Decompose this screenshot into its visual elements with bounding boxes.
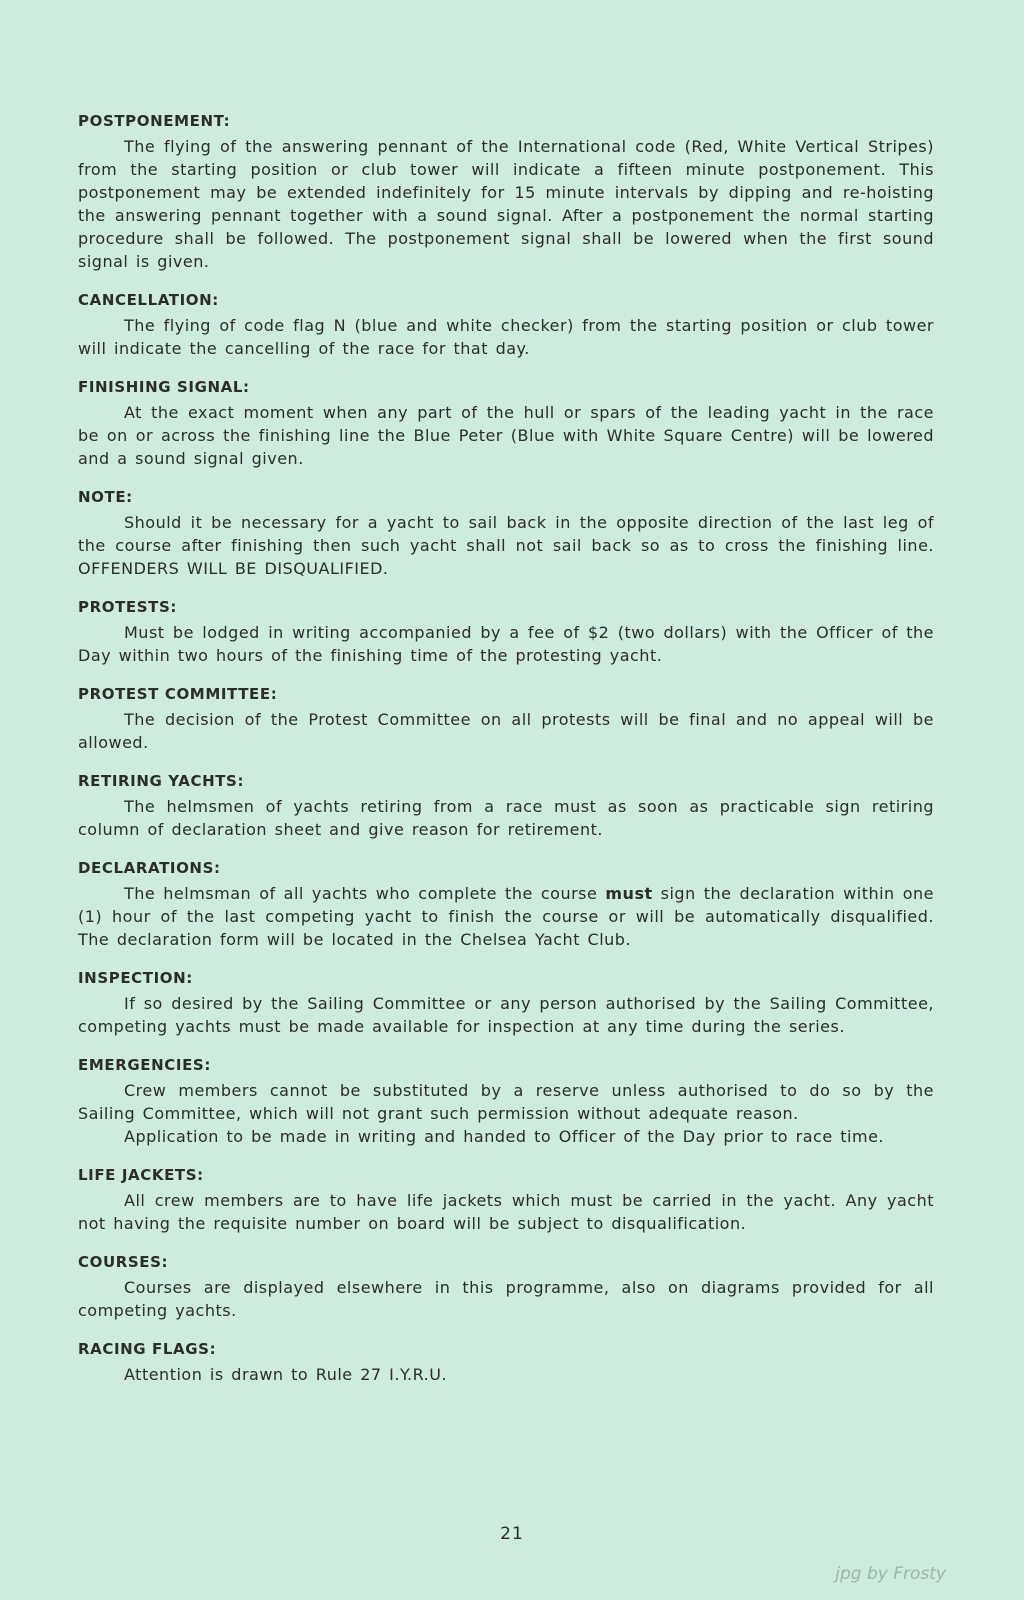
section-paragraph: If so desired by the Sailing Committee or any person authorised by the Sailing Committee, competing yachts must be made available for inspection at any time during the series. (78, 994, 934, 1036)
section-heading: INSPECTION: (78, 969, 193, 987)
section-heading: PROTESTS: (78, 598, 178, 616)
section-cancellation (78, 291, 934, 360)
section-finishing-signal (78, 378, 934, 470)
section-heading: COURSES: (78, 1253, 169, 1271)
section-paragraph: Application to be made in writing and handed to Officer of the Day prior to race time. (124, 1127, 885, 1146)
section-life-jackets (78, 1166, 934, 1235)
section-paragraph: The flying of code flag N (blue and white checker) from the starting position or club tower will indicate the cancelling of the race for that day. (78, 316, 934, 358)
section-heading: RACING FLAGS: (78, 1340, 217, 1358)
section-heading: CANCELLATION: (78, 291, 219, 309)
section-retiring-yachts (78, 772, 934, 841)
watermark: jpg by Frosty (835, 1564, 946, 1584)
section-heading: DECLARATIONS: (78, 859, 221, 877)
section-declarations (78, 859, 934, 951)
section-heading: PROTEST COMMITTEE: (78, 685, 278, 703)
section-heading: POSTPONEMENT: (78, 112, 231, 130)
section-paragraph: Courses are displayed elsewhere in this programme, also on diagrams provided for all competing yachts. (78, 1278, 934, 1320)
section-heading: LIFE JACKETS: (78, 1166, 204, 1184)
document-body (78, 112, 934, 1404)
section-protest-committee (78, 685, 934, 754)
section-note (78, 488, 934, 580)
section-paragraph: Must be lodged in writing accompanied by a fee of $2 (two dollars) with the Officer of the Day within two hours of the finishing time of the protesting yacht. (78, 623, 934, 665)
section-paragraph: The helmsmen of yachts retiring from a race must as soon as practicable sign retiring column of declaration sheet and give reason for retirement. (78, 797, 934, 839)
section-paragraph: The helmsman of all yachts who complete the course must sign the declaration within one (1) hour of the last competing yacht to finish the course or will be automatically disqualified. The declaration form will be located in the Chelsea Yacht Club. (78, 884, 934, 949)
section-inspection (78, 969, 934, 1038)
page-number: 21 (500, 1524, 524, 1544)
section-postponement (78, 112, 934, 273)
section-protests (78, 598, 934, 667)
section-emergencies (78, 1056, 934, 1148)
section-racing-flags (78, 1340, 934, 1386)
section-paragraph: The decision of the Protest Committee on all protests will be final and no appeal will be allowed. (78, 710, 934, 752)
section-paragraph: At the exact moment when any part of the hull or spars of the leading yacht in the race be on or across the finishing line the Blue Peter (Blue with White Square Centre) will be lowered and a sound signal given. (78, 403, 934, 468)
section-paragraph: The flying of the answering pennant of the International code (Red, White Vertical Stripes) from the starting position or club tower will indicate a fifteen minute postponement. This postponement may be extended indefinitely for 15 minute intervals by dipping and re-hoisting the answering pennant together with a sound signal. After a postponement the normal starting procedure shall be followed. The postponement signal shall be lowered when the first sound signal is given. (78, 137, 934, 271)
section-heading: EMERGENCIES: (78, 1056, 211, 1074)
section-paragraph: Crew members cannot be substituted by a reserve unless authorised to do so by the Sailing Committee, which will not grant such permission without adequate reason. (78, 1081, 934, 1123)
section-paragraph: Attention is drawn to Rule 27 I.Y.R.U. (124, 1365, 448, 1384)
section-heading: NOTE: (78, 488, 133, 506)
section-heading: FINISHING SIGNAL: (78, 378, 250, 396)
emphasis-must: must (605, 884, 653, 903)
section-paragraph: All crew members are to have life jackets which must be carried in the yacht. Any yacht not having the requisite number on board will be subject to disqualification. (78, 1191, 934, 1233)
section-heading: RETIRING YACHTS: (78, 772, 245, 790)
section-courses (78, 1253, 934, 1322)
section-paragraph: Should it be necessary for a yacht to sail back in the opposite direction of the last leg of the course after finishing then such yacht shall not sail back so as to cross the finishing line. OFFENDERS WILL BE DISQUALIFIED. (78, 513, 934, 578)
